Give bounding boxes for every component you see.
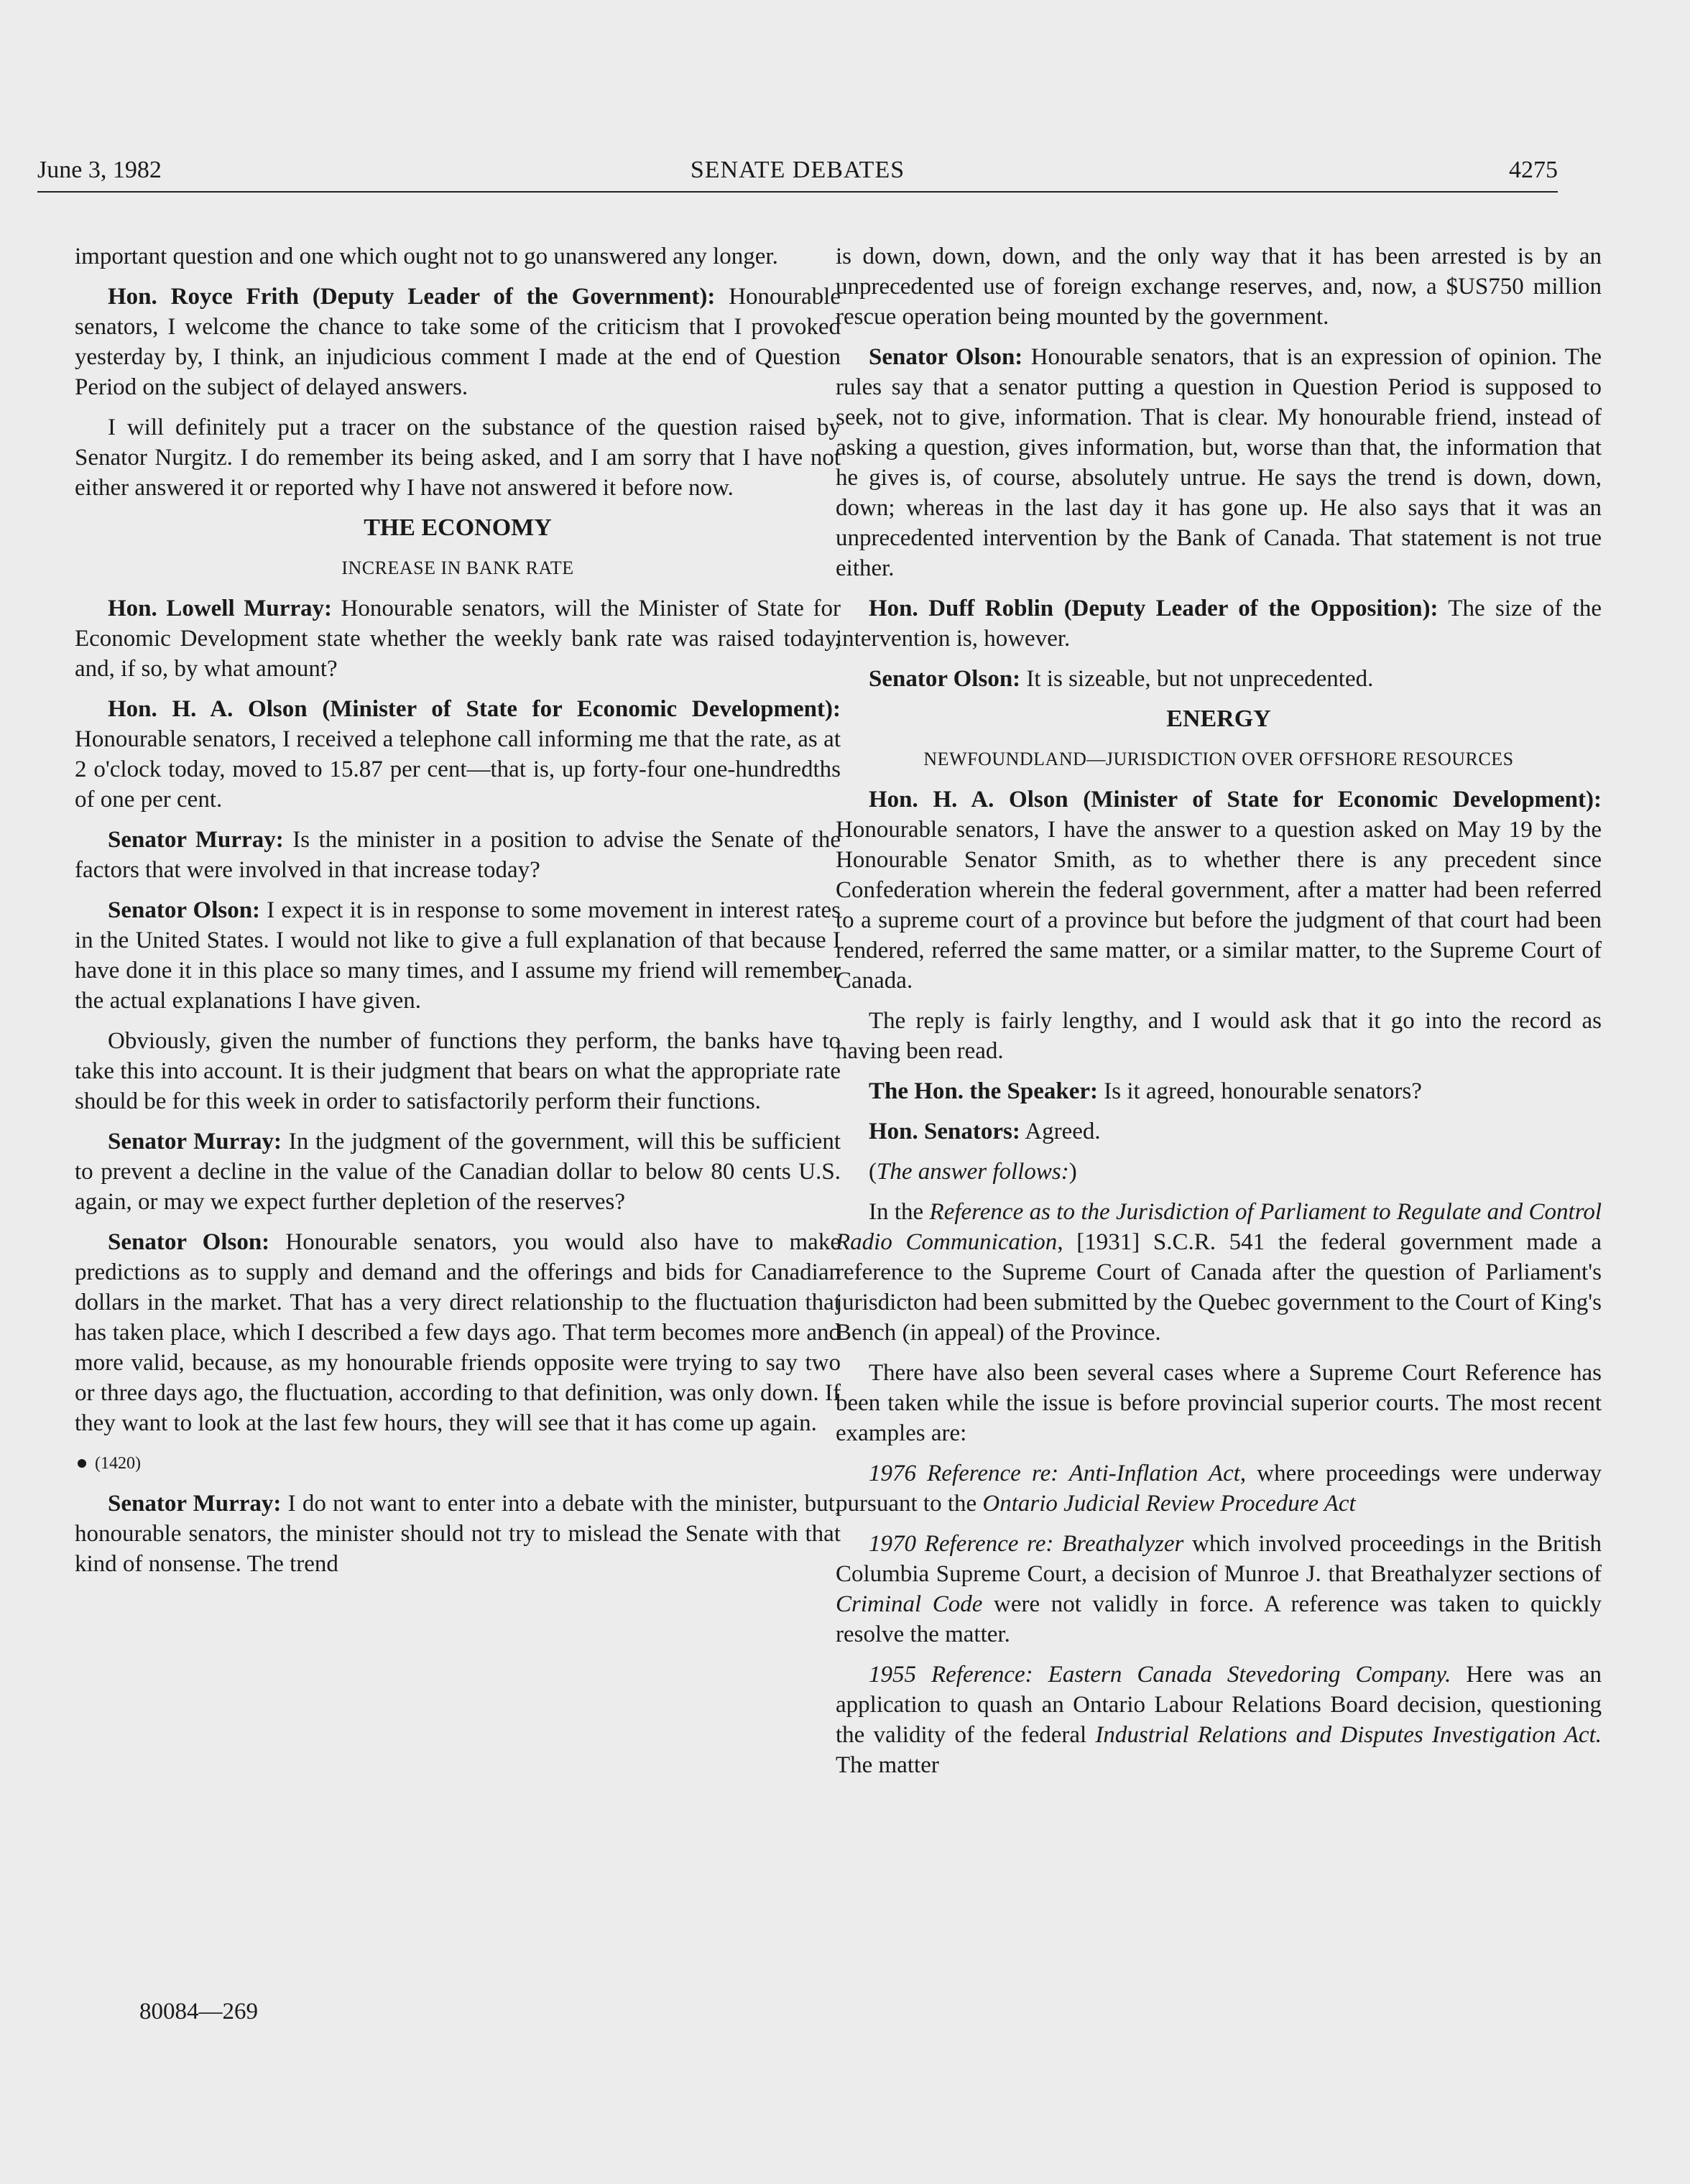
speaker-name: Senator Olson: [869,344,1023,370]
speaker-name: Senator Murray: [108,1129,282,1155]
text-run: were not validly in force. A reference was taken to quickly resolve the matter. [836,1591,1602,1647]
header-title: SENATE DEBATES [690,157,905,183]
paragraph: I will definitely put a tracer on the substance of the question raised by Senator Nurgitz. I do remember its being asked, and I am sorry that I have not either answered it or reported why I have not answered it before now. [75,415,841,501]
time-marker [75,1448,841,1479]
paragraph [836,1116,1602,1147]
speech-text: Is the minister in a position to advise the Senate of the factors that were involved in that increase today? [75,827,841,883]
speech-text: Honourable senators, you would also have to make predictions as to supply and demand and the offerings and bids for Canadian dollars in the market. That has a very direct relationship to the fluctuation that has taken place, which I described a few days ago. That term becomes more and more valid, because, as my honourable friends opposite were trying to say two or three days ago, the fluctuation, according to that definition, was only down. If they want to look at the last few hours, they will see that it has come up again. [75,1229,841,1436]
section-title: THE ECONOMY [364,514,552,541]
paragraph [75,825,841,885]
paragraph [836,1458,1602,1519]
paragraph [75,895,841,1016]
act-title: Ontario Judicial Review Procedure Act [982,1491,1356,1517]
speech-text: I expect it is in response to some movement in interest rates in the United States. I would not like to give a full explanation of that because I have done it in this place so many times, and I assume my friend will remember the actual explanations I have given. [75,897,841,1014]
speech-text: Is it agreed, honourable senators? [1098,1078,1422,1104]
paragraph [836,785,1602,996]
header-page-number: 4275 [1509,157,1558,183]
text-run: , where proceedings were underway pursuant to the [836,1461,1602,1517]
text-run: , [1931] S.C.R. 541 the federal government made a reference to the Supreme Court of Canada after the question of Parliament's jurisdicton had been submitted by the Quebec government to the Court of King's Bench (in appeal) of the Province. [836,1229,1602,1346]
speech-text: Honourable senators, I have the answer to a question asked on May 19 by the Honourable Senator Smith, as to whether there is any precedent since Confederation wherein the federal government, after a matter had been referred to a supreme court of a province but before the judgment of that court had been rendered, referred the same matter, or a similar matter, to the Supreme Court of Canada. [836,817,1602,994]
speaker-name: Senator Olson: [869,666,1021,692]
paragraph: There have also been several cases where a Supreme Court Reference has been taken while the issue is before provincial superior courts. The most recent examples are: [836,1360,1602,1446]
text-run: In the [869,1199,930,1225]
speech-text: I do not want to enter into a debate with the minister, but, honourable senators, the minister should not try to mislead the Senate with that kind of nonsense. The trend [75,1491,841,1577]
paragraph [75,1489,841,1579]
speech-text: Honourable senators, I received a telephone call informing me that the rate, as at 2 o'clock today, moved to 15.87 per cent—that is, up forty-four one-hundredths of one per cent. [75,726,841,813]
paragraph: The reply is fairly lengthy, and I would ask that it go into the record as having been read. [836,1008,1602,1064]
paragraph [836,1076,1602,1106]
speech-text: Agreed. [1020,1119,1101,1144]
speaker-name: Hon. H. A. Olson (Minister of State for Economic Development): [869,787,1602,813]
paragraph [836,1197,1602,1348]
case-title: 1970 Reference re: Breathalyzer [869,1531,1184,1557]
act-title: Industrial Relations and Disputes Investigation Act. [1095,1722,1602,1748]
text-run: which involved proceedings in the British Columbia Supreme Court, a decision of Munroe J. that Breathalyzer sections of [836,1531,1602,1587]
speaker-name: Senator Olson: [108,1229,270,1255]
case-title: 1955 Reference: Eastern Canada Stevedoring Company. [869,1662,1451,1688]
speaker-name: Hon. Duff Roblin (Deputy Leader of the Opposition): [869,596,1439,621]
footer-code: 80084—269 [139,1999,258,2025]
speech-text: Honourable senators, I welcome the chance to take some of the criticism that I provoked yesterday by, I think, an injudicious comment I made at the end of Question Period on the subject of delayed answers. [75,284,841,400]
paragraph: is down, down, down, and the only way that it has been arrested is by an unprecedented use of foreign exchange reserves, and, now, a $US750 million rescue operation being mounted by the government. [836,244,1602,330]
paragraph [836,593,1602,654]
page-header [37,157,1558,193]
speaker-name: Hon. H. A. Olson (Minister of State for Economic Development): [108,696,841,722]
speech-text: The size of the intervention is, however. [836,596,1602,652]
speech-text: Honourable senators, will the Minister of State for Economic Development state whether the weekly bank rate was raised today, and, if so, by what amount? [75,596,841,682]
paragraph [75,593,841,684]
speaker-name: Senator Murray: [108,1491,282,1517]
italic-note: The answer follows: [877,1159,1069,1185]
paragraph [75,1227,841,1438]
right-column [836,241,1602,1790]
section-title: ENERGY [1166,705,1271,732]
speaker-name: Senator Olson: [108,897,261,923]
paragraph: important question and one which ought not to go unanswered any longer. [75,244,778,269]
text-run: The matter [836,1752,939,1778]
paragraph [836,342,1602,583]
paragraph [75,694,841,815]
section-subtitle: NEWFOUNDLAND—JURISDICTION OVER OFFSHORE RESOURCES [923,749,1514,769]
paragraph [836,1529,1602,1649]
paragraph [836,1157,1602,1187]
act-title: Criminal Code [836,1591,983,1617]
paren-close: ) [1068,1159,1077,1185]
paragraph [75,1126,841,1217]
paragraph [75,282,841,402]
case-title: 1976 Reference re: Anti-Inflation Act [869,1461,1240,1486]
text-run: Here was an application to quash an Ontario Labour Relations Board decision, questioning the validity of the federal [836,1662,1602,1748]
header-date: June 3, 1982 [37,157,162,183]
paragraph [836,1660,1602,1780]
speech-text: It is sizeable, but not unprecedented. [1020,666,1374,692]
case-title: Reference as to the Jurisdiction of Parliament to Regulate and Control Radio Communication [836,1199,1602,1255]
speech-text: In the judgment of the government, will this be sufficient to prevent a decline in the value of the Canadian dollar to below 80 cents U.S. again, or may we expect further depletion of the reserves? [75,1129,841,1215]
bullet-icon [78,1459,86,1468]
speaker-name: Hon. Senators: [869,1119,1020,1144]
paragraph: Obviously, given the number of functions they perform, the banks have to take this into account. It is their judgment that bears on what the appropriate rate should be for this week in order to satisfactorily perform their functions. [75,1028,841,1114]
speech-text: Honourable senators, that is an expression of opinion. The rules say that a senator putting a question in Question Period is supposed to seek, not to give, information. That is clear. My honourable friend, instead of asking a question, gives information, but, worse than that, the information that he gives is, of course, absolutely untrue. He says the trend is down, down, down; whereas in the last day it has gone up. He also says that it was an unprecedented intervention by the Bank of Canada. That statement is not true either. [836,344,1602,581]
speaker-name: Hon. Royce Frith (Deputy Leader of the Government): [108,284,716,310]
time-marker-text: (1420) [95,1454,141,1473]
speaker-name: The Hon. the Speaker: [869,1078,1099,1104]
left-column [75,241,841,1589]
speaker-name: Hon. Lowell Murray: [108,596,332,621]
section-subtitle: INCREASE IN BANK RATE [341,557,574,578]
speaker-name: Senator Murray: [108,827,284,853]
paragraph [836,664,1602,694]
paren-open: ( [869,1159,877,1185]
